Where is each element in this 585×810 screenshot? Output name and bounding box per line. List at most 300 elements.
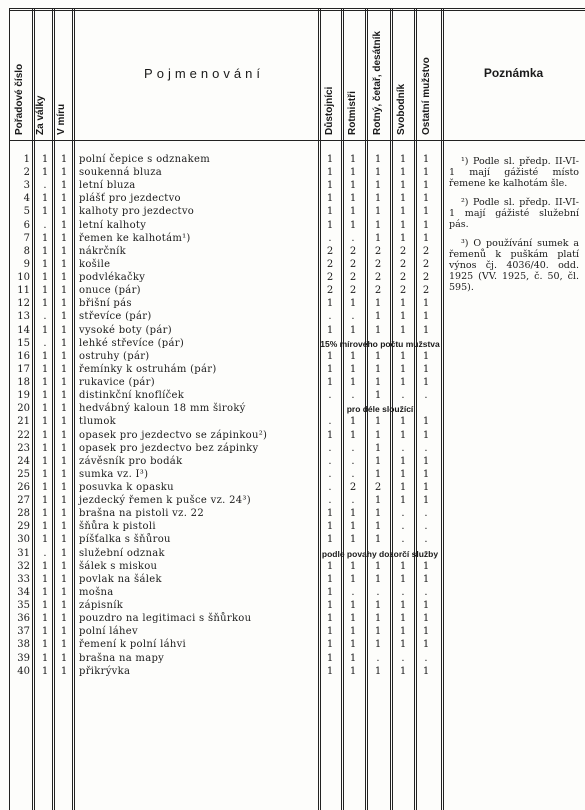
- cell-other-ranks: 1: [422, 416, 430, 428]
- cell-sergeants: 2: [349, 482, 357, 493]
- cell-lance-corporal: .: [401, 390, 405, 402]
- cell-corporals: 1: [374, 613, 382, 625]
- cell-officers: 1: [326, 639, 334, 651]
- cell-other-ranks: 1: [422, 167, 430, 179]
- cell-lance-corporal: 1: [399, 167, 407, 179]
- cell-officers: .: [328, 495, 332, 507]
- table-row: [0, 456, 585, 468]
- cell-corporals: .: [376, 652, 380, 664]
- cell-corporals: 1: [374, 573, 382, 585]
- cell-officers: 1: [326, 193, 334, 205]
- cell-officers: 1: [326, 298, 334, 310]
- cell-peace: 1: [60, 613, 68, 625]
- table-row: [0, 351, 585, 363]
- item-name: ostruhy (pár): [79, 350, 150, 362]
- cell-peace: 1: [60, 180, 68, 192]
- cell-lance-corporal: 1: [399, 600, 407, 612]
- cell-lance-corporal: 1: [399, 311, 407, 323]
- cell-lance-corporal: 1: [399, 324, 407, 336]
- table-row: [0, 613, 585, 625]
- cell-other-ranks: 1: [422, 573, 430, 585]
- cell-corporals: 1: [374, 219, 382, 231]
- table-row: [0, 338, 585, 350]
- cell-lance-corporal: 1: [399, 613, 407, 625]
- cell-war: 1: [41, 324, 49, 336]
- cell-war: 1: [41, 363, 49, 375]
- cell-war: .: [43, 180, 47, 192]
- cell-war: 1: [41, 455, 49, 467]
- cell-other-ranks: 1: [422, 193, 430, 205]
- cell-war: 1: [41, 285, 49, 297]
- item-name: opasek pro jezdectvo se zápinkou²): [79, 429, 268, 441]
- item-name: zápisník: [79, 600, 124, 612]
- header-name: Pojmenování: [144, 66, 264, 81]
- cell-other-ranks: 1: [422, 324, 430, 336]
- row-number: 29: [17, 521, 30, 533]
- cell-corporals: 2: [374, 482, 382, 493]
- item-name: vysoké boty (pár): [79, 324, 172, 336]
- cell-sergeants: 1: [349, 154, 357, 165]
- cell-war: 1: [41, 272, 49, 284]
- row-number: 8: [23, 245, 30, 257]
- row-number: 19: [17, 390, 30, 402]
- row-number: 10: [17, 272, 30, 284]
- cell-peace: 1: [60, 272, 68, 284]
- cell-other-ranks: 1: [422, 219, 430, 231]
- cell-peace: 1: [60, 245, 68, 257]
- cell-war: 1: [41, 482, 49, 493]
- table-row: [0, 364, 585, 376]
- cell-officers: 2: [326, 272, 334, 284]
- row-number: 38: [17, 639, 30, 651]
- row-number: 9: [23, 258, 30, 270]
- header-other-ranks: Ostatní mužstvo: [421, 57, 432, 135]
- row-number: 33: [17, 573, 30, 585]
- cell-lance-corporal: 1: [399, 416, 407, 428]
- item-name: kalhoty pro jezdectvo: [79, 206, 195, 218]
- cell-peace: 1: [60, 377, 68, 389]
- cell-lance-corporal: 2: [399, 272, 407, 284]
- cell-lance-corporal: 2: [399, 258, 407, 270]
- cell-officers: 1: [326, 586, 334, 598]
- cell-other-ranks: 1: [422, 468, 430, 480]
- cell-officers: 1: [326, 652, 334, 664]
- cell-officers: .: [328, 468, 332, 480]
- cell-corporals: 1: [374, 154, 382, 165]
- cell-sergeants: 1: [349, 363, 357, 375]
- cell-officers: 1: [326, 377, 334, 389]
- cell-corporals: 1: [374, 442, 382, 454]
- row-number: 11: [17, 285, 30, 297]
- table-row: [0, 403, 585, 415]
- cell-other-ranks: .: [424, 652, 428, 664]
- cell-war: 1: [41, 600, 49, 612]
- footnote-2: ²) Podle sl. předp. II-VI-1 mají gážisté služební pás.: [449, 197, 579, 230]
- row-number: 25: [17, 468, 30, 480]
- cell-other-ranks: 1: [422, 363, 430, 375]
- cell-war: 1: [41, 390, 49, 402]
- cell-other-ranks: 1: [422, 180, 430, 192]
- cell-corporals: .: [376, 586, 380, 598]
- cell-officers: .: [328, 455, 332, 467]
- item-name: podvlékačky: [79, 272, 146, 284]
- row-number: 2: [23, 167, 30, 179]
- header-corporals: Rotný, četař, desátník: [372, 31, 383, 135]
- cell-war: 1: [41, 258, 49, 270]
- cell-sergeants: 1: [349, 350, 357, 362]
- cell-other-ranks: .: [424, 508, 428, 520]
- cell-war: .: [43, 547, 47, 559]
- row-number: 32: [17, 560, 30, 572]
- cell-peace: 1: [60, 232, 68, 244]
- cell-corporals: 2: [374, 258, 382, 270]
- table-row: [0, 561, 585, 573]
- cell-officers: 1: [326, 600, 334, 612]
- row-number: 7: [23, 232, 30, 244]
- cell-corporals: 1: [374, 639, 382, 651]
- table-top-border: [9, 8, 585, 11]
- row-number: 12: [17, 298, 30, 310]
- cell-peace: 1: [60, 652, 68, 664]
- cell-lance-corporal: 1: [399, 639, 407, 651]
- cell-lance-corporal: .: [401, 586, 405, 598]
- cell-lance-corporal: 1: [399, 193, 407, 205]
- cell-corporals: 1: [374, 324, 382, 336]
- cell-corporals: 1: [374, 167, 382, 179]
- cell-officers: .: [328, 482, 332, 493]
- cell-war: 1: [41, 232, 49, 244]
- cell-lance-corporal: .: [401, 521, 405, 533]
- item-name: polní láhev: [79, 626, 138, 638]
- cell-lance-corporal: 1: [399, 626, 407, 638]
- header-war: Za války: [35, 95, 46, 135]
- cell-corporals: 1: [374, 468, 382, 480]
- cell-sergeants: 2: [349, 245, 357, 257]
- table-row: [0, 443, 585, 455]
- header-lance-corporal: Svobodník: [396, 83, 407, 135]
- cell-other-ranks: 1: [422, 298, 430, 310]
- item-name: přikrývka: [79, 665, 131, 677]
- cell-lance-corporal: 1: [399, 429, 407, 441]
- cell-peace: 1: [60, 560, 68, 572]
- spanning-note: podle povahy dozorčí služby: [321, 548, 439, 559]
- item-name: šálek s miskou: [79, 560, 158, 572]
- header-note: Poznámka: [483, 66, 544, 80]
- cell-corporals: 2: [374, 272, 382, 284]
- cell-lance-corporal: 1: [399, 363, 407, 375]
- cell-lance-corporal: .: [401, 652, 405, 664]
- item-name: opasek pro jezdectvo bez zápinky: [79, 442, 259, 454]
- cell-lance-corporal: 1: [399, 350, 407, 362]
- item-name: posuvka k opasku: [79, 482, 174, 493]
- cell-sergeants: 2: [349, 285, 357, 297]
- item-name: mošna: [79, 586, 114, 598]
- row-number: 30: [17, 534, 30, 546]
- cell-peace: 1: [60, 167, 68, 179]
- item-name: řemen ke kalhotám¹): [79, 232, 191, 244]
- row-number: 6: [23, 219, 30, 231]
- cell-other-ranks: 1: [422, 232, 430, 244]
- cell-peace: 1: [60, 639, 68, 651]
- cell-war: 1: [41, 613, 49, 625]
- cell-corporals: 1: [374, 363, 382, 375]
- cell-war: 1: [41, 534, 49, 546]
- cell-war: 1: [41, 154, 49, 165]
- cell-war: 1: [41, 508, 49, 520]
- cell-sergeants: 1: [349, 206, 357, 218]
- header-officers: Důstojníci: [324, 86, 335, 135]
- cell-officers: 1: [326, 180, 334, 192]
- cell-corporals: 1: [374, 455, 382, 467]
- cell-officers: 1: [326, 429, 334, 441]
- footnote-3: ³) O používání sumek a řemenů k puškám platí výnos čj. 4036/40. odd. 1925 (VV. 1925, č. 50, čl. 595).: [449, 238, 579, 293]
- cell-lance-corporal: 1: [399, 180, 407, 192]
- cell-other-ranks: 1: [422, 560, 430, 572]
- row-number: 37: [17, 626, 30, 638]
- cell-peace: 1: [60, 442, 68, 454]
- table-row: [0, 600, 585, 612]
- row-number: 36: [17, 613, 30, 625]
- cell-sergeants: 1: [349, 613, 357, 625]
- cell-peace: 1: [60, 482, 68, 493]
- table-row: [0, 390, 585, 402]
- cell-officers: 2: [326, 245, 334, 257]
- cell-other-ranks: 2: [422, 258, 430, 270]
- cell-officers: 1: [326, 626, 334, 638]
- cell-officers: 1: [326, 560, 334, 572]
- item-name: řemení k polní láhvi: [79, 639, 187, 651]
- table-row: [0, 325, 585, 337]
- table-row: [0, 311, 585, 323]
- row-number: 15: [17, 337, 30, 349]
- item-name: střevíce (pár): [79, 311, 152, 323]
- cell-war: 1: [41, 652, 49, 664]
- cell-lance-corporal: 1: [399, 455, 407, 467]
- cell-lance-corporal: 1: [399, 154, 407, 165]
- row-number: 22: [17, 429, 30, 441]
- cell-corporals: 1: [374, 560, 382, 572]
- cell-lance-corporal: 1: [399, 206, 407, 218]
- table-row: [0, 534, 585, 546]
- cell-corporals: 1: [374, 521, 382, 533]
- cell-war: 1: [41, 586, 49, 598]
- cell-sergeants: .: [351, 311, 355, 323]
- row-number: 16: [17, 350, 30, 362]
- cell-corporals: 1: [374, 508, 382, 520]
- table-row: [0, 377, 585, 389]
- cell-sergeants: 1: [349, 665, 357, 677]
- cell-officers: 1: [326, 573, 334, 585]
- table-row: [0, 495, 585, 507]
- cell-other-ranks: .: [424, 534, 428, 546]
- cell-peace: 1: [60, 350, 68, 362]
- table-row: [0, 469, 585, 481]
- item-name: rukavice (pár): [79, 377, 155, 389]
- cell-war: 1: [41, 245, 49, 257]
- cell-officers: 1: [326, 508, 334, 520]
- header-separator: [9, 140, 585, 141]
- cell-officers: 1: [326, 167, 334, 179]
- cell-other-ranks: 1: [422, 639, 430, 651]
- cell-corporals: 1: [374, 429, 382, 441]
- cell-sergeants: .: [351, 495, 355, 507]
- cell-war: 1: [41, 521, 49, 533]
- cell-peace: 1: [60, 586, 68, 598]
- row-number: 1: [23, 154, 30, 165]
- item-name: košile: [79, 258, 111, 270]
- cell-war: 1: [41, 639, 49, 651]
- notes-column: [449, 156, 579, 301]
- cell-corporals: 1: [374, 534, 382, 546]
- table-row: [0, 639, 585, 651]
- table-row: [0, 666, 585, 678]
- spanning-note: pro déle sloužící: [346, 404, 414, 415]
- cell-war: .: [43, 337, 47, 349]
- cell-peace: 1: [60, 495, 68, 507]
- cell-other-ranks: 1: [422, 311, 430, 323]
- cell-peace: 1: [60, 521, 68, 533]
- item-name: onuce (pár): [79, 285, 141, 297]
- cell-officers: 1: [326, 363, 334, 375]
- item-name: letní bluza: [79, 180, 136, 192]
- cell-peace: 1: [60, 416, 68, 428]
- cell-war: 1: [41, 495, 49, 507]
- cell-lance-corporal: 2: [399, 245, 407, 257]
- cell-corporals: 2: [374, 245, 382, 257]
- cell-peace: 1: [60, 219, 68, 231]
- cell-other-ranks: 1: [422, 626, 430, 638]
- item-name: pouzdro na legitimaci s šňůrkou: [79, 613, 252, 625]
- cell-lance-corporal: 1: [399, 495, 407, 507]
- cell-other-ranks: .: [424, 442, 428, 454]
- row-number: 17: [17, 363, 30, 375]
- cell-officers: 1: [326, 219, 334, 231]
- cell-war: .: [43, 219, 47, 231]
- cell-sergeants: .: [351, 442, 355, 454]
- table-row: [0, 548, 585, 560]
- row-number: 27: [17, 495, 30, 507]
- cell-sergeants: 2: [349, 258, 357, 270]
- cell-corporals: 1: [374, 350, 382, 362]
- table-row: [0, 574, 585, 586]
- cell-corporals: 1: [374, 665, 382, 677]
- cell-corporals: 1: [374, 600, 382, 612]
- table-row: [0, 653, 585, 665]
- cell-peace: 1: [60, 429, 68, 441]
- cell-peace: 1: [60, 206, 68, 218]
- item-name: hedvábný kaloun 18 mm široký: [79, 403, 246, 415]
- cell-officers: 1: [326, 324, 334, 336]
- table-row: [0, 482, 585, 494]
- cell-peace: 1: [60, 154, 68, 165]
- cell-other-ranks: 2: [422, 245, 430, 257]
- cell-sergeants: .: [351, 232, 355, 244]
- cell-war: 1: [41, 377, 49, 389]
- cell-officers: .: [328, 232, 332, 244]
- item-name: sumka vz. I³): [79, 468, 149, 480]
- cell-peace: 1: [60, 363, 68, 375]
- cell-sergeants: 1: [349, 180, 357, 192]
- row-number: 31: [17, 547, 30, 559]
- row-number: 5: [23, 206, 30, 218]
- header-sergeants: Rotmistři: [347, 91, 358, 135]
- cell-officers: 1: [326, 350, 334, 362]
- cell-officers: 1: [326, 665, 334, 677]
- cell-corporals: 1: [374, 232, 382, 244]
- cell-peace: 1: [60, 468, 68, 480]
- cell-sergeants: .: [351, 390, 355, 402]
- cell-sergeants: 1: [349, 416, 357, 428]
- row-number: 34: [17, 586, 30, 598]
- cell-peace: 1: [60, 298, 68, 310]
- item-name: nákrčník: [79, 245, 126, 257]
- cell-officers: 2: [326, 258, 334, 270]
- item-name: brašna na pistoli vz. 22: [79, 508, 204, 520]
- item-name: brašna na mapy: [79, 652, 165, 664]
- cell-sergeants: 1: [349, 324, 357, 336]
- cell-sergeants: 2: [349, 272, 357, 284]
- cell-other-ranks: 1: [422, 429, 430, 441]
- table-row: [0, 430, 585, 442]
- cell-other-ranks: 1: [422, 495, 430, 507]
- cell-corporals: 1: [374, 377, 382, 389]
- cell-corporals: 1: [374, 416, 382, 428]
- cell-other-ranks: 1: [422, 455, 430, 467]
- row-number: 14: [17, 324, 30, 336]
- row-number: 4: [23, 193, 30, 205]
- header-peace: V míru: [56, 103, 67, 135]
- cell-sergeants: 1: [349, 167, 357, 179]
- cell-lance-corporal: 1: [399, 665, 407, 677]
- cell-lance-corporal: .: [401, 508, 405, 520]
- cell-lance-corporal: 1: [399, 377, 407, 389]
- cell-peace: 1: [60, 534, 68, 546]
- item-name: břišní pás: [79, 298, 132, 310]
- cell-war: .: [43, 311, 47, 323]
- cell-corporals: 1: [374, 626, 382, 638]
- row-number: 3: [23, 180, 30, 192]
- cell-corporals: 1: [374, 206, 382, 218]
- cell-war: 1: [41, 626, 49, 638]
- cell-officers: 1: [326, 154, 334, 165]
- cell-peace: 1: [60, 193, 68, 205]
- item-name: závěsník pro bodák: [79, 455, 183, 467]
- cell-war: 1: [41, 193, 49, 205]
- item-name: plášť pro jezdectvo: [79, 193, 181, 205]
- cell-war: 1: [41, 429, 49, 441]
- cell-sergeants: .: [351, 468, 355, 480]
- cell-corporals: 1: [374, 193, 382, 205]
- row-number: 20: [17, 403, 30, 415]
- cell-other-ranks: 1: [422, 482, 430, 493]
- table-row: [0, 508, 585, 520]
- cell-lance-corporal: 1: [399, 560, 407, 572]
- cell-officers: 1: [326, 521, 334, 533]
- cell-sergeants: 1: [349, 429, 357, 441]
- item-name: píšťalka s šňůrou: [79, 534, 171, 546]
- cell-peace: 1: [60, 311, 68, 323]
- cell-officers: .: [328, 416, 332, 428]
- cell-officers: .: [328, 311, 332, 323]
- cell-sergeants: 1: [349, 652, 357, 664]
- cell-other-ranks: 1: [422, 377, 430, 389]
- cell-lance-corporal: 1: [399, 482, 407, 493]
- cell-officers: 1: [326, 534, 334, 546]
- cell-sergeants: 1: [349, 600, 357, 612]
- cell-lance-corporal: 2: [399, 285, 407, 297]
- row-number: 28: [17, 508, 30, 520]
- row-number: 21: [17, 416, 30, 428]
